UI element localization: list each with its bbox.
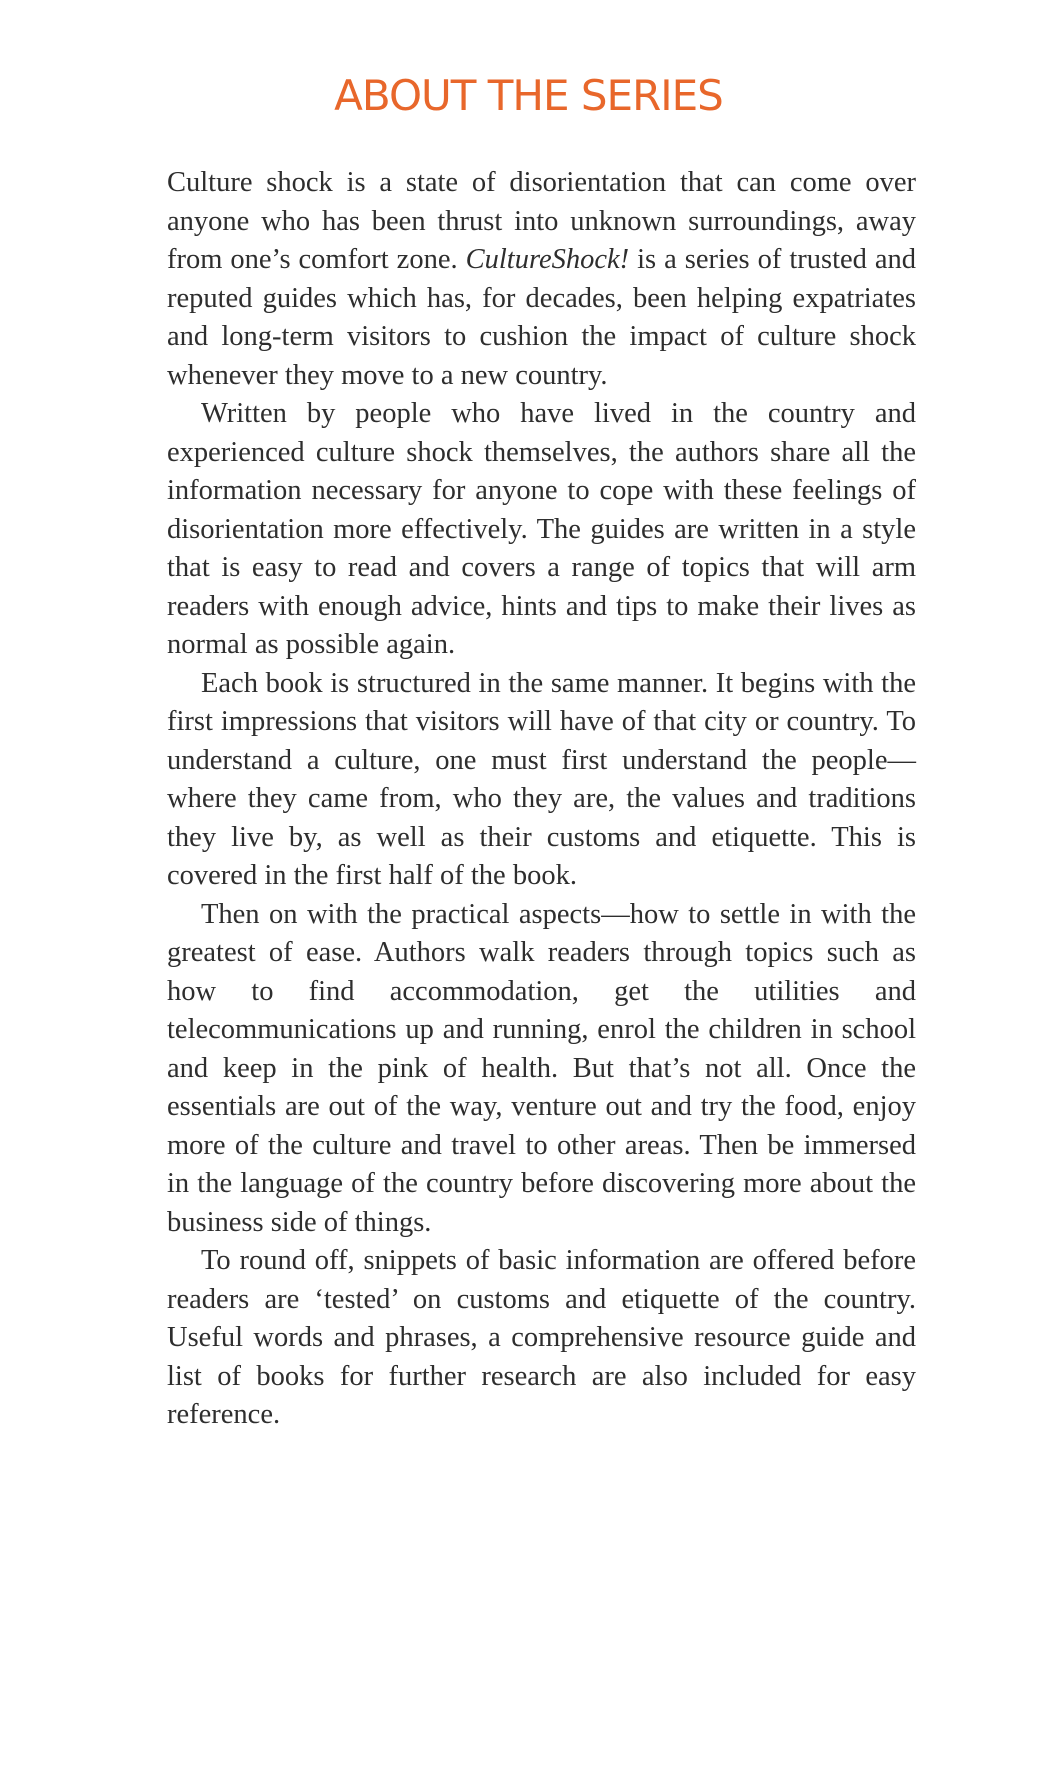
paragraph-intro-text-end: is a series of trusted and reputed guides which has, for decades, been helping expatriates and long-term visitors to cushion the impact of culture shock whenever they move to a new country. bbox=[167, 244, 917, 391]
series-name: CultureShock! bbox=[465, 244, 630, 275]
paragraph-practical: Then on with the practical aspects—how to settle in with the greatest of ease. Authors walk readers through topics such as how to find accommodation, get the utilities and telecommunications up and running, enrol the children in school and keep in the pink of health. But that’s not all. Once the essentials are out of the way, venture out and try the food, enjoy more of the culture and travel to other areas. Then be immersed in the language of the country before discovering more about the business side of things. bbox=[167, 898, 916, 1238]
paragraph-reference: To round off, snippets of basic information are offered before readers are ‘tested’ on customs and etiquette of the country. Useful words and phrases, a comprehensive resource guide and list of books for further research are also included for easy reference. bbox=[167, 1245, 916, 1430]
paragraph-intro bbox=[167, 164, 916, 395]
paragraph-authors: Written by people who have lived in the country and experienced culture shock themselves, the authors share all the information necessary for anyone to cope with these feelings of disorientation more effectively. The guides are written in a style that is easy to read and covers a range of topics that will arm readers with enough advice, hints and tips to make their lives as normal as possible again. bbox=[167, 398, 916, 660]
body-text bbox=[167, 164, 916, 1435]
paragraph-structure: Each book is structured in the same manner. It begins with the first impressions that visitors will have of that city or country. To understand a culture, one must first understand the people—where they came from, who they are, the values and traditions they live by, as well as their customs and etiquette. This is covered in the first half of the book. bbox=[167, 667, 916, 891]
paragraph-intro-text: Culture shock is a state of disorientation that can come over anyone who has been thrust into unknown surroundings, away from one’s comfort zone. bbox=[167, 167, 916, 275]
page-title: ABOUT THE SERIES bbox=[334, 71, 723, 120]
